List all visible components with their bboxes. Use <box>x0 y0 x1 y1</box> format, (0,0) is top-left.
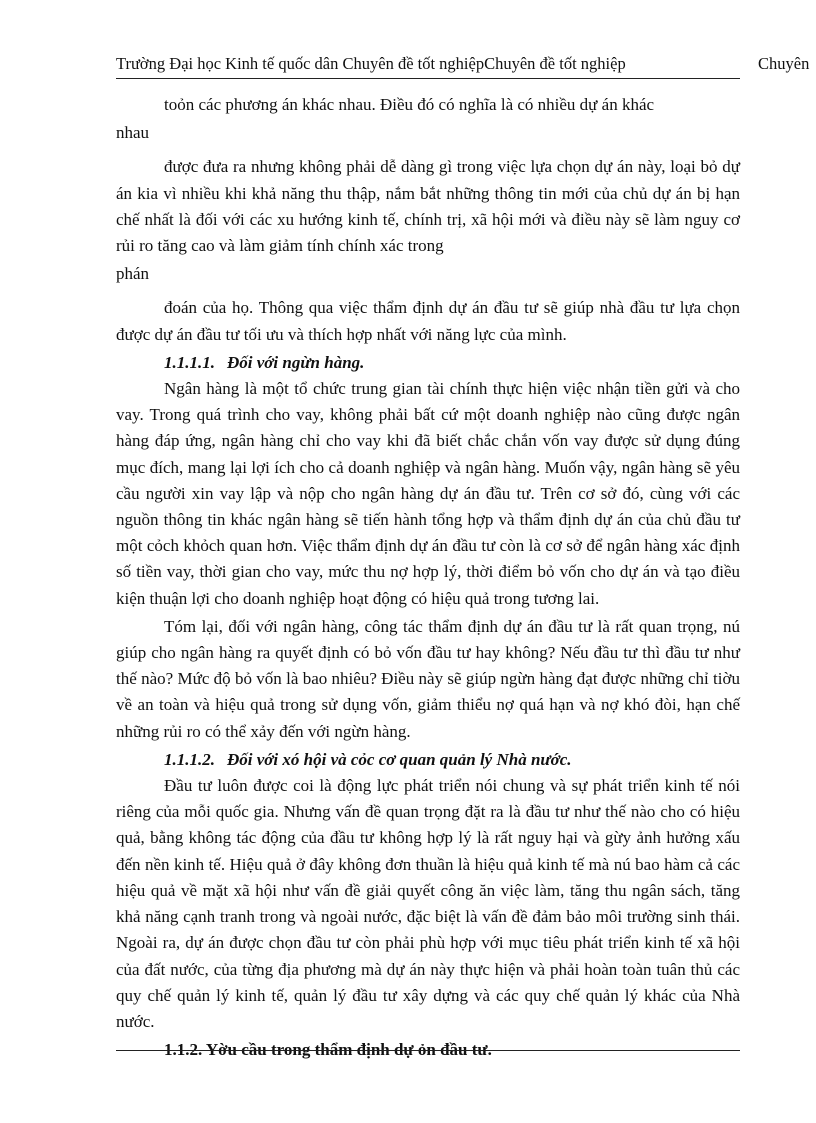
section-heading-112: 1.1.2. Yờu cầu trong thẩm định dự ỏn đầu tư. <box>164 1040 492 1060</box>
header-left-text: Trường Đại học Kinh tế quốc dân Chuyên đề tốt nghiệpChuyên đề tốt nghiệp <box>116 54 626 73</box>
document-body <box>116 92 740 1063</box>
heading-number: 1.1.1.1. <box>164 352 215 372</box>
paragraph-2-tail: phán <box>116 264 150 284</box>
paragraph-1: toỏn các phương án khác nhau. Điều đó có nghĩa là có nhiều dự án khác <box>164 95 655 114</box>
heading-number: 1.1.1.2. <box>164 749 215 769</box>
section-heading-1112 <box>116 747 740 773</box>
header-right-text: Chuyên <box>758 54 810 73</box>
paragraph-2: được đưa ra nhưng không phải dễ dàng gì trong việc lựa chọn dự án này, loại bỏ dự án kia vì nhiều khi khả năng thu thập, nắm bắt những thông tin mới của chủ dự án bị hạn chế nhất là đối với các xu hướng kinh tế, chính trị, xã hội mới và điều này sẽ làm nguy cơ rủi ro tăng cao và làm giảm tính chính xác trong <box>116 157 740 256</box>
running-header <box>116 54 816 78</box>
header-rule <box>116 78 740 79</box>
paragraph-1-tail: nhau <box>116 123 150 143</box>
heading-text: Đối với ngừn hàng. <box>227 352 365 372</box>
paragraph-3: đoán của họ. Thông qua việc thẩm định dự án đầu tư sẽ giúp nhà đầu tư lựa chọn được dự án đầu tư tối ưu và thích hợp nhất với năng lực của mình. <box>116 298 740 344</box>
footer-rule <box>116 1050 740 1051</box>
paragraph-5: Tóm lại, đối với ngân hàng, công tác thẩm định dự án đầu tư là rất quan trọng, nú giúp cho ngân hàng ra quyết định có bỏ vốn đầu tư hay không? Nếu đầu tư thì đầu tư như thế nào? Mức độ bỏ vốn là bao nhiêu? Điều này sẽ giúp ngừn hàng đạt được những chỉ tiờu về an toàn và hiệu quả trong sử dụng vốn, giảm thiểu nợ quá hạn và nợ khó đòi, hạn chế những rủi ro có thể xảy đến với ngừn hàng. <box>116 616 740 741</box>
heading-text: Đối với xó hội và cỏc cơ quan quản lý Nhà nước. <box>227 749 572 769</box>
paragraph-6: Đầu tư luôn được coi là động lực phát triển nói chung và sự phát triển kinh tế nói riêng của mỗi quốc gia. Nhưng vấn đề quan trọng đặt ra là đầu tư như thế nào cho có hiệu quả, bằng không tác động của đầu tư không hợp lý là rất nguy hại và gừy ảnh hưởng xấu đến nền kinh tế. Hiệu quả ở đây không đơn thuần là hiệu quả kinh tế mà nú bao hàm cả các hiệu quả về mặt xã hội như vấn đề giải quyết công ăn việc làm, tăng thu ngân sách, tăng khả năng cạnh tranh trong và ngoài nước, đặc biệt là vấn đề đảm bảo môi trường sinh thái. Ngoài ra, dự án được chọn đầu tư còn phải phù hợp với mục tiêu phát triển kinh tế xã hội của đất nước, của từng địa phương mà dự án này thực hiện và phải hoàn toàn tuân thủ các quy chế quản lý kinh tế, quản lý đầu tư xây dựng và các quy chế quản lý khác của Nhà nước. <box>116 776 740 1031</box>
paragraph-4: Ngân hàng là một tổ chức trung gian tài chính thực hiện việc nhận tiền gửi và cho vay. Trong quá trình cho vay, không phải bất cứ một doanh nghiệp nào cũng được ngân hàng đáp ứng, ngân hàng chỉ cho vay khi đã biết chắc chắn vốn vay được sử dụng đúng mục đích, mang lại lợi ích cho cả doanh nghiệp và ngân hàng. Muốn vậy, ngân hàng sẽ yêu cầu người xin vay lập và nộp cho ngân hàng dự án đầu tư. Trên cơ sở đó, cùng với các nguồn thông tin khác ngân hàng sẽ tiến hành tổng hợp và thẩm định dự án của chủ đầu tư một cỏch khỏch quan hơn. Việc thẩm định dự án đầu tư còn là cơ sở để ngân hàng xác định số tiền vay, thời gian cho vay, mức thu nợ hợp lý, thời điểm bỏ vốn cho dự án và tạo điều kiện thuận lợi cho doanh nghiệp hoạt động có hiệu quả trong tương lai. <box>116 379 740 608</box>
section-heading-1111 <box>116 350 740 376</box>
